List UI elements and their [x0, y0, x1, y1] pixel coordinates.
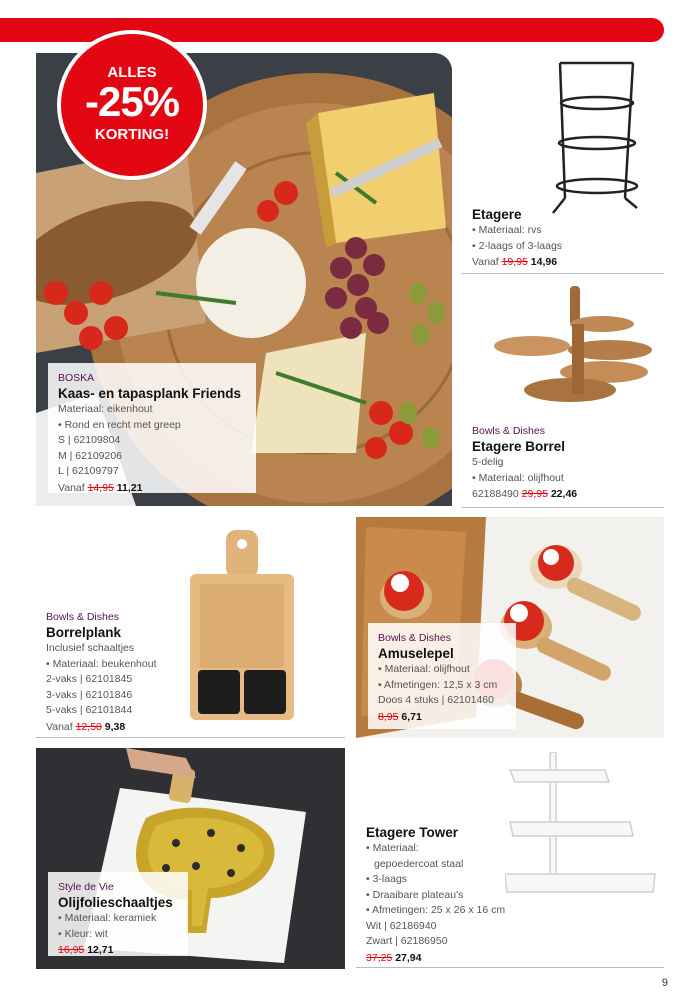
borrelplank-price	[46, 719, 186, 735]
divider	[462, 507, 664, 508]
borrelplank-spec: 2-vaks | 62101845	[46, 673, 133, 685]
etagere-tower-spec: • 3-laags	[366, 873, 408, 885]
old-price: 8,95	[378, 710, 399, 723]
borrelplank-spec: 3-vaks | 62101846	[46, 688, 133, 701]
etagere-borrel-image	[492, 284, 662, 409]
borrelplank-image	[188, 530, 298, 722]
price-prefix: Vanaf	[472, 256, 499, 268]
olijfolie-brand: Style de Vie	[58, 881, 114, 893]
divider	[36, 737, 345, 738]
page-number: 9	[661, 977, 668, 989]
new-price: 27,94	[395, 951, 422, 964]
kaasplank-title: Kaas- en tapasplank Friends	[58, 386, 242, 401]
amuselepel-brand: Bowls & Dishes	[378, 632, 451, 644]
etagere-rvs-image	[545, 58, 645, 218]
discount-badge-top: ALLES	[107, 64, 157, 81]
old-price: 29,95	[521, 488, 548, 500]
new-price: 22,46	[550, 488, 578, 500]
old-price: 12,50	[75, 720, 102, 733]
olijfolie-price	[58, 942, 178, 958]
amuselepel-info	[368, 623, 516, 729]
etagere-spec: • 2-laags of 3-laags	[472, 239, 563, 252]
new-price: 9,38	[104, 720, 126, 733]
amuselepel-spec: • Afmetingen: 12,5 x 3 cm	[378, 678, 498, 691]
kaasplank-price	[58, 480, 246, 496]
etagere-tower-spec: • Afmetingen: 25 x 26 x 16 cm	[366, 904, 506, 916]
olijfolie-title: Olijfolieschaaltjes	[58, 895, 173, 910]
old-price: 16,95	[58, 944, 85, 956]
old-price: 14,95	[87, 481, 114, 494]
etagere-borrel-brand: Bowls & Dishes	[472, 425, 545, 437]
new-price: 14,96	[530, 256, 558, 268]
olijfolie-spec: • Materiaal: keramiek	[58, 912, 157, 924]
amuselepel-title: Amuselepel	[378, 646, 454, 661]
kaasplank-spec: M | 62109206	[58, 449, 123, 462]
divider	[462, 273, 664, 274]
amuselepel-spec: Doos 4 stuks | 62101460	[378, 694, 494, 706]
etagere-borrel-price	[472, 486, 662, 502]
etagere-tower-spec: Zwart | 62186950	[366, 935, 448, 947]
amuselepel-spec: • Materiaal: olijfhout	[378, 663, 470, 675]
etagere-tower-spec: Wit | 62186940	[366, 919, 437, 932]
borrelplank-spec: • Materiaal: beukenhout	[46, 657, 157, 670]
etagere-tower-info	[366, 824, 566, 966]
etagere-borrel-info	[472, 424, 662, 502]
kaasplank-spec: L | 62109797	[58, 465, 119, 477]
new-price: 12,71	[87, 944, 114, 956]
etagere-borrel-spec: • Materiaal: olijfhout	[472, 471, 564, 484]
old-price: 19,95	[501, 256, 528, 268]
kaasplank-spec: Materiaal: eikenhout	[58, 403, 153, 415]
new-price: 6,71	[401, 710, 422, 723]
new-price: 11,21	[116, 481, 143, 494]
borrelplank-info	[46, 610, 186, 735]
etagere-tower-spec: • Materiaal:	[366, 842, 419, 854]
discount-badge-percent: -25%	[84, 78, 180, 125]
kaasplank-spec: S | 62109804	[58, 434, 121, 446]
amuselepel-price	[378, 709, 506, 725]
etagere-borrel-spec: 5-delig	[472, 456, 504, 468]
borrelplank-spec: 5-vaks | 62101844	[46, 704, 133, 716]
discount-badge-bottom: KORTING!	[94, 126, 170, 143]
price-prefix: Vanaf	[46, 720, 73, 733]
etagere-tower-spec: • Draaibare plateau's	[366, 888, 464, 901]
etagere-borrel-title: Etagere Borrel	[472, 439, 566, 454]
etagere-info	[472, 206, 662, 270]
price-prefix: Vanaf	[58, 481, 85, 494]
price-prefix: 62188490	[472, 488, 519, 500]
kaasplank-spec: • Rond en recht met greep	[58, 418, 181, 431]
kaasplank-info	[48, 363, 256, 493]
olijfolie-spec: • Kleur: wit	[58, 927, 108, 940]
etagere-price	[472, 254, 662, 270]
borrelplank-brand: Bowls & Dishes	[46, 611, 119, 623]
etagere-spec: • Materiaal: rvs	[472, 224, 542, 236]
etagere-tower-price	[366, 950, 566, 966]
old-price: 37,25	[366, 951, 393, 964]
etagere-tower-spec: gepoedercoat staal	[374, 857, 464, 870]
etagere-tower-title: Etagere Tower	[366, 825, 459, 840]
etagere-title: Etagere	[472, 207, 522, 222]
divider	[356, 967, 664, 968]
olijfolie-info	[48, 872, 188, 956]
kaasplank-brand: BOSKA	[58, 372, 95, 384]
borrelplank-title: Borrelplank	[46, 625, 122, 640]
discount-badge	[57, 30, 207, 180]
borrelplank-spec: Inclusief schaaltjes	[46, 642, 135, 654]
